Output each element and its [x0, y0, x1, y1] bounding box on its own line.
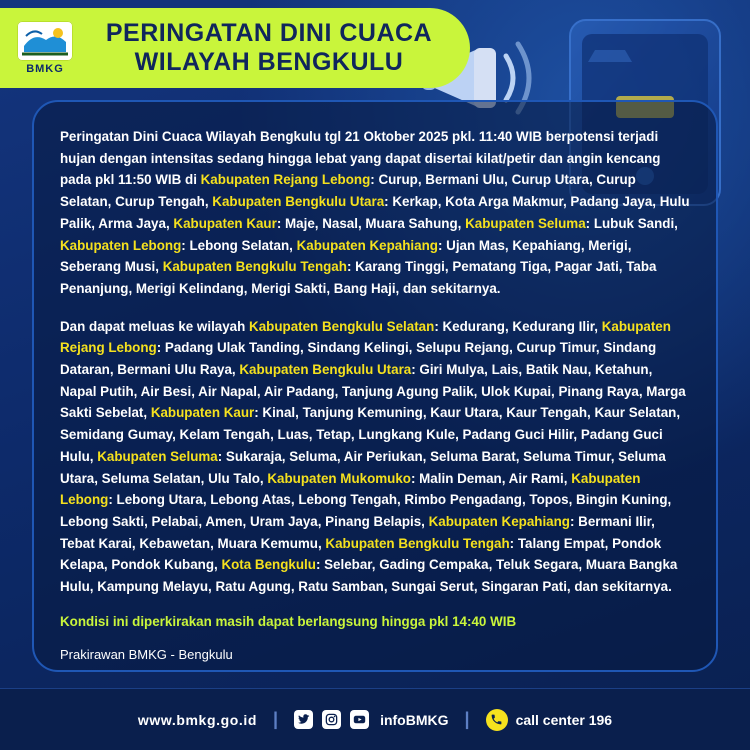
- warning-expansion-region-13: Kabupaten Lebong: [60, 470, 641, 508]
- youtube-icon[interactable]: [350, 710, 369, 729]
- warning-expansion-text-10: : Sukaraja, Seluma, Air Periukan, Seluma Barat, Seluma Timur, Seluma Utara, Seluma Selatan, Ulu Talo,: [60, 448, 666, 486]
- duration-note: Kondisi ini diperkirakan masih dapat berlangsung hingga pkl 14:40 WIB: [60, 613, 517, 629]
- warning-expansion-region-15: Kabupaten Kepahiang: [428, 513, 570, 529]
- warning-expansion-region-19: Kota Bengkulu: [221, 557, 316, 573]
- warning-expansion-text-0: Dan dapat meluas ke wilayah: [60, 318, 250, 334]
- warning-primary-text-6: : Maje, Nasal, Muara Sahung,: [276, 215, 466, 231]
- warning-expansion-region-11: Kabupaten Mukomuko: [267, 470, 411, 486]
- poster-footer: [0, 688, 750, 750]
- warning-expansion-text-6: : Giri Mulya, Lais, Batik Nau, Ketahun, Napal Putih, Air Besi, Air Napal, Air Padang, Tanjung Agung Palik, Ulok Kupai, Pinang Raya, Marga Sakti Sebelat,: [60, 362, 686, 421]
- poster-title: [86, 19, 470, 78]
- bmkg-emblem-icon: [20, 24, 70, 58]
- signature-text: Prakirawan BMKG - Bengkulu: [60, 646, 233, 662]
- warning-expansion-text-12: : Malin Deman, Air Rami,: [410, 470, 572, 486]
- warning-expansion-text-2: : Kedurang, Kedurang Ilir,: [434, 318, 602, 334]
- warning-expansion-region-3: Kabupaten Rejang Lebong: [60, 318, 671, 356]
- warning-content-panel: [32, 100, 718, 672]
- call-center-text: call center 196: [515, 711, 613, 728]
- page-title-line2: WILAYAH BENGKULU: [134, 48, 404, 76]
- page-title-line1: PERINGATAN DINI CUACA: [105, 18, 433, 47]
- warning-primary-text-12: : Ujan Mas, Kepahiang, Merigi, Seberang Musi,: [60, 237, 632, 275]
- warning-primary-region-7: Kabupaten Seluma: [465, 215, 586, 231]
- warning-primary-region-13: Kabupaten Bengkulu Tengah: [162, 259, 347, 275]
- warning-expansion-region-1: Kabupaten Bengkulu Selatan: [249, 318, 435, 334]
- warning-primary-text-4: : Kerkap, Kota Arga Makmur, Padang Jaya, Hulu Palik, Arma Jaya,: [60, 194, 690, 231]
- warning-expansion-region-9: Kabupaten Seluma: [97, 448, 218, 464]
- warning-expansion-region-7: Kabupaten Kaur: [150, 405, 255, 421]
- social-handle[interactable]: infoBMKG: [380, 711, 449, 728]
- warning-expansion-text-16: : Bermani Ilir, Tebat Karai, Kebawetan, Muara Kemumu,: [60, 513, 655, 551]
- warning-expansion-region-5: Kabupaten Bengkulu Utara: [239, 362, 412, 378]
- footer-separator-1: |: [273, 709, 279, 729]
- warning-paragraph-primary: [60, 126, 690, 300]
- warning-primary-text-10: : Lebong Selatan,: [181, 237, 297, 253]
- bmkg-logo: [14, 17, 76, 79]
- footer-separator-2: |: [464, 709, 470, 729]
- poster-header: [0, 8, 470, 88]
- warning-primary-region-5: Kabupaten Kaur: [173, 215, 277, 231]
- warning-primary-region-9: Kabupaten Lebong: [60, 237, 182, 253]
- warning-expansion-region-17: Kabupaten Bengkulu Tengah: [325, 535, 510, 551]
- social-links: [294, 710, 448, 729]
- warning-primary-region-3: Kabupaten Bengkulu Utara: [212, 194, 385, 210]
- twitter-icon[interactable]: [294, 710, 313, 729]
- phone-icon: [486, 709, 508, 731]
- warning-expansion-text-18: : Talang Empat, Pondok Kelapa, Pondok Kubang,: [60, 535, 662, 573]
- warning-primary-region-11: Kabupaten Kepahiang: [296, 237, 438, 253]
- warning-primary-text-14: : Karang Tinggi, Pematang Tiga, Pagar Jati, Taba Penanjung, Merigi Kelindang, Merigi Sakti, Bang Haji, dan sekitarnya.: [60, 259, 657, 296]
- warning-paragraph-expansion: [60, 316, 690, 598]
- bmkg-logo-text: BMKG: [26, 63, 64, 75]
- call-center[interactable]: [486, 709, 613, 731]
- instagram-icon[interactable]: [322, 710, 341, 729]
- website-link[interactable]: www.bmkg.go.id: [137, 711, 258, 728]
- warning-expansion-text-14: : Lebong Utara, Lebong Atas, Lebong Tengah, Rimbo Pengadang, Topos, Bingin Kuning, Lebong Sakti, Pelabai, Amen, Uram Jaya, Pinang Belapis,: [60, 492, 672, 529]
- warning-primary-region-1: Kabupaten Rejang Lebong: [200, 172, 371, 188]
- warning-primary-text-8: : Lubuk Sandi,: [585, 215, 678, 231]
- warning-expansion-text-4: : Padang Ulak Tanding, Sindang Kelingi, Selupu Rejang, Curup Timur, Sindang Dataran, Bermani Ulu Raya,: [60, 340, 657, 378]
- warning-primary-text-0: Peringatan Dini Cuaca Wilayah Bengkulu tgl 21 Oktober 2025 pkl. 11:40 WIB berpotensi terjadi hujan dengan intensitas sedang hingga lebat yang dapat disertai kilat/petir dan angin kencang pada pkl 11:50 WIB di: [60, 129, 661, 188]
- warning-primary-text-2: : Curup, Bermani Ulu, Curup Utara, Curup Selatan, Curup Tengah,: [60, 172, 636, 210]
- bmkg-logo-badge: [17, 21, 73, 61]
- warning-expansion-text-20: : Selebar, Gading Cempaka, Teluk Segara, Muara Bangka Hulu, Kampung Melayu, Ratu Agung, Ratu Samban, Sungai Serut, Singaran Pati, dan sekitarnya.: [60, 557, 678, 595]
- warning-expansion-text-8: : Kinal, Tanjung Kemuning, Kaur Utara, Kaur Tengah, Kaur Selatan, Semidang Gumay, Kelam Tengah, Luas, Tetap, Lungkang Kule, Padang Guci Hilir, Padang Guci Hulu,: [60, 405, 681, 464]
